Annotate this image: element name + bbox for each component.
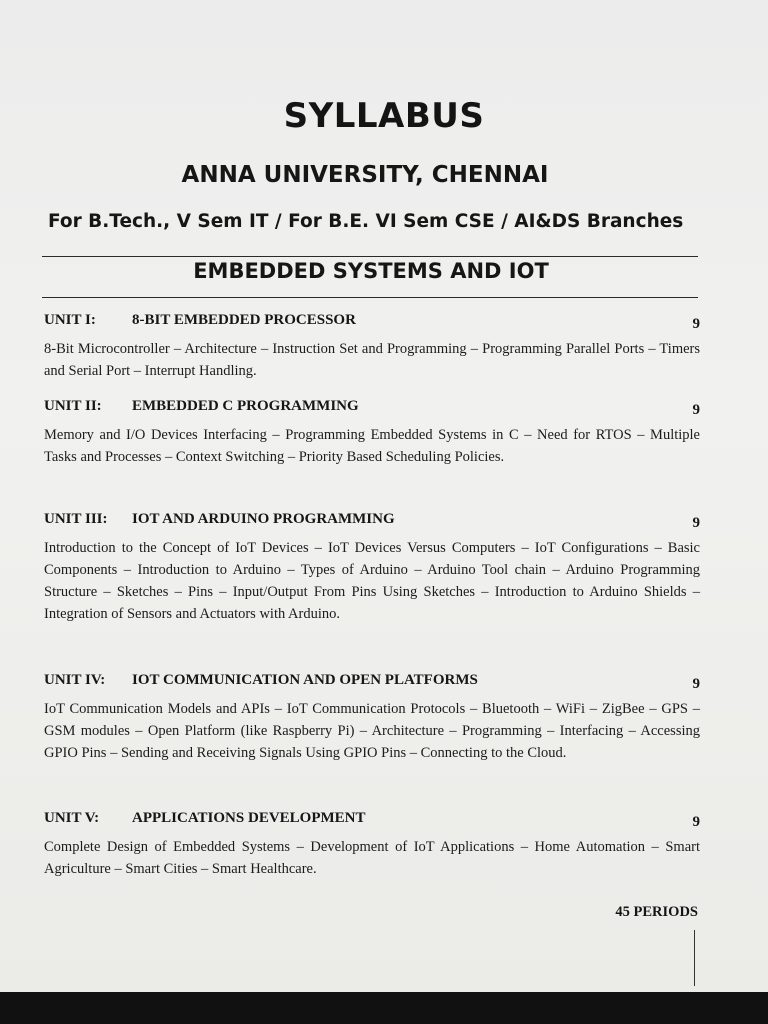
unit-content: 8-Bit Microcontroller – Architecture – Instruction Set and Programming – Programming Parallel Ports – Timers and Serial Port – Interrupt Handling. <box>44 341 700 379</box>
page-title: SYLLABUS <box>283 96 485 136</box>
unit-number: UNIT IV: <box>44 672 106 688</box>
unit-title: IOT AND ARDUINO PROGRAMMING <box>132 511 395 527</box>
unit-hours: 9 <box>692 814 700 830</box>
unit-header <box>44 810 700 832</box>
unit-title: IOT COMMUNICATION AND OPEN PLATFORMS <box>132 672 478 688</box>
unit-section-4 <box>44 672 700 764</box>
unit-section-5 <box>44 810 700 880</box>
unit-header <box>44 672 700 694</box>
university-name: ANNA UNIVERSITY, CHENNAI <box>181 162 549 188</box>
unit-hours: 9 <box>692 676 700 692</box>
unit-number: UNIT III: <box>44 511 108 527</box>
unit-hours: 9 <box>692 402 700 418</box>
unit-header <box>44 398 700 420</box>
unit-number: UNIT I: <box>44 312 96 328</box>
unit-section-1 <box>44 312 700 382</box>
unit-content: Memory and I/O Devices Interfacing – Programming Embedded Systems in C – Need for RTOS – Multiple Tasks and Processes – Context Switching – Priority Based Scheduling Policies. <box>44 427 700 465</box>
unit-section-2 <box>44 398 700 468</box>
scan-border <box>0 992 768 1024</box>
unit-title: EMBEDDED C PROGRAMMING <box>132 398 359 414</box>
subject-title: EMBEDDED SYSTEMS AND IOT <box>193 259 549 283</box>
unit-header <box>44 511 700 533</box>
unit-content: IoT Communication Models and APIs – IoT Communication Protocols – Bluetooth – WiFi – ZigBee – GPS – GSM modules – Open Platform (like Raspberry Pi) – Architecture – Programming – Interfacing – Accessing GPIO Pins – Sending and Receiving Signals Using GPIO Pins – Connecting to the Cloud. <box>44 701 700 761</box>
unit-hours: 9 <box>692 515 700 531</box>
unit-section-3 <box>44 511 700 625</box>
unit-hours: 9 <box>692 316 700 332</box>
unit-content: Complete Design of Embedded Systems – Development of IoT Applications – Home Automation – Smart Agriculture – Smart Cities – Smart Healthcare. <box>44 839 700 877</box>
unit-title: 8-BIT EMBEDDED PROCESSOR <box>132 312 356 328</box>
branches-line: For B.Tech., V Sem IT / For B.E. VI Sem CSE / AI&DS Branches <box>48 211 684 232</box>
unit-content: Introduction to the Concept of IoT Devices – IoT Devices Versus Computers – IoT Configurations – Basic Components – Introduction to Arduino – Types of Arduino – Arduino Tool chain – Arduino Programming Structure – Sketches – Pins – Input/Output From Pins Using Sketches – Introduction to Arduino Shields – Integration of Sensors and Actuators with Arduino. <box>44 540 700 622</box>
divider-bottom <box>42 297 698 298</box>
unit-title: APPLICATIONS DEVELOPMENT <box>132 810 366 826</box>
margin-line <box>694 930 695 986</box>
unit-header <box>44 312 700 334</box>
total-periods: 45 PERIODS <box>615 904 698 920</box>
unit-number: UNIT V: <box>44 810 100 826</box>
divider-top <box>42 256 698 257</box>
unit-number: UNIT II: <box>44 398 102 414</box>
